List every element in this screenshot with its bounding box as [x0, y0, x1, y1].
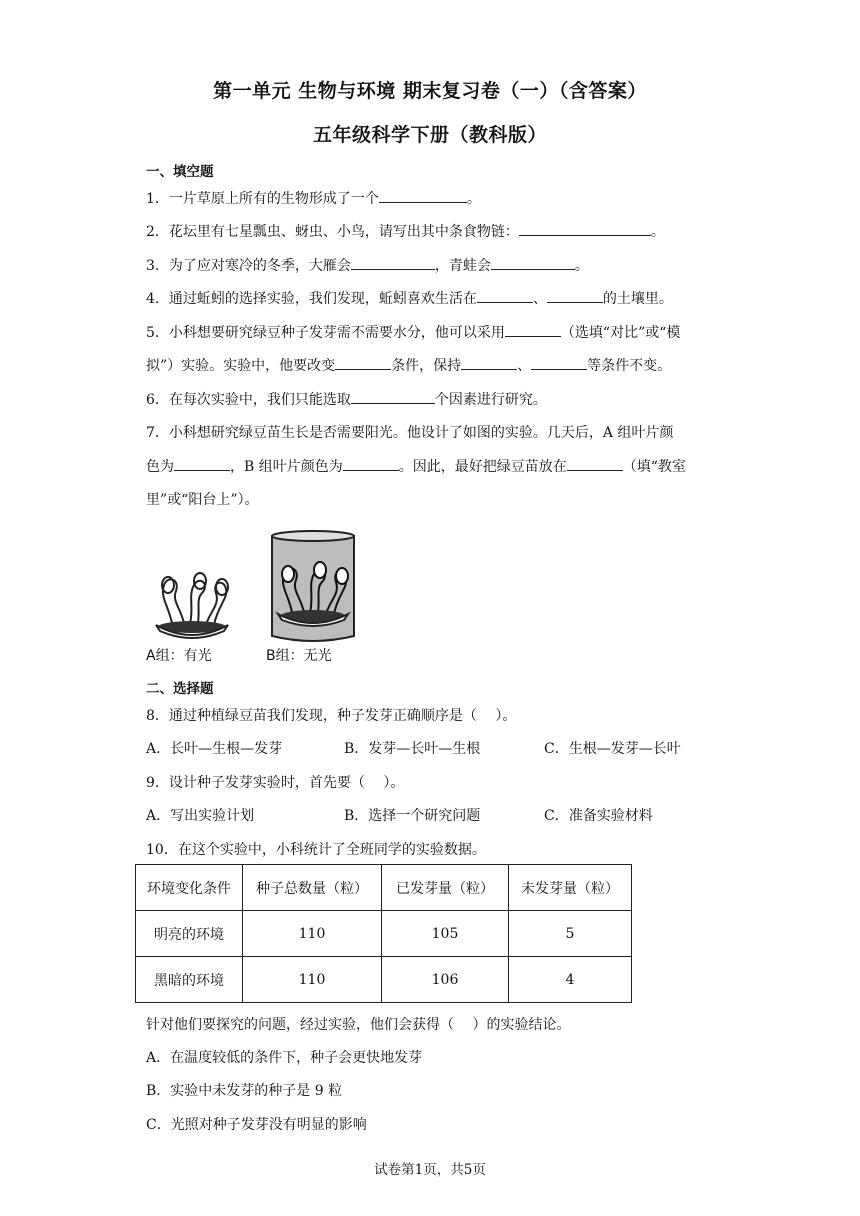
question-10: 10．在这个实验中，小科统计了全班同学的实验数据。: [146, 842, 486, 858]
section-heading-fill-blank: 一、填空题: [146, 164, 214, 180]
table-header-cell: 种子总数量（粒）: [243, 865, 382, 911]
q8-option-c[interactable]: C．生根—发芽—长叶: [544, 741, 681, 757]
question-8: 8．通过种植绿豆苗我们发现，种子发芽正确顺序是（ ）。: [146, 708, 517, 724]
question-9: 9．设计种子发芽实验时，首先要（ ）。: [146, 775, 405, 791]
table-header-cell: 环境变化条件: [136, 865, 243, 911]
question-5-line2: 拟”）实验。实验中，他要改变 条件，保持 、 等条件不变。: [146, 355, 671, 375]
q8-option-a[interactable]: A．长叶—生根—发芽: [146, 741, 283, 757]
table-cell: 105: [382, 911, 509, 957]
question-5-line1: 5．小科想要研究绿豆种子发芽需不需要水分，他可以采用 （选填“对比”或“模: [146, 322, 680, 342]
answer-blank[interactable]: [351, 255, 435, 270]
question-7-line2: 色为 ，B 组叶片颜色为 。因此，最好把绿豆苗放在 （填“教室: [146, 456, 686, 476]
page-title: 第一单元 生物与环境 期末复习卷（一）（含答案）: [213, 80, 647, 102]
table-header-cell: 未发芽量（粒）: [509, 865, 632, 911]
answer-blank[interactable]: [519, 221, 651, 236]
answer-blank[interactable]: [379, 188, 467, 203]
page-subtitle: 五年级科学下册（教科版）: [312, 124, 547, 146]
answer-blank[interactable]: [461, 355, 517, 370]
sprout-dish-dark-figure: [270, 528, 356, 646]
table-cell: 110: [243, 957, 382, 1003]
q9-option-b[interactable]: B．选择一个研究问题: [344, 808, 481, 824]
q9-option-a[interactable]: A．写出实验计划: [146, 808, 255, 824]
question-7-line1: 7．小科想研究绿豆苗生长是否需要阳光。他设计了如图的实验。几天后，A 组叶片颜: [146, 425, 674, 441]
answer-blank[interactable]: [547, 288, 603, 303]
table-cell: 106: [382, 957, 509, 1003]
figure-caption-b: B组：无光: [266, 648, 332, 664]
sprout-dish-light-figure: [150, 545, 234, 645]
table-row: [136, 911, 632, 957]
table-cell: 明亮的环境: [136, 911, 243, 957]
question-7-line3: 里”或“阳台上”）。: [146, 492, 259, 508]
table-cell: 黑暗的环境: [136, 957, 243, 1003]
q10-option-c[interactable]: C．光照对种子发芽没有明显的影响: [146, 1117, 367, 1133]
answer-blank[interactable]: [343, 456, 399, 471]
answer-blank[interactable]: [505, 322, 561, 337]
question-10-prompt: 针对他们要探究的问题，经过实验，他们会获得（ ）的实验结论。: [146, 1017, 571, 1033]
q9-option-c[interactable]: C．准备实验材料: [544, 808, 653, 824]
table-header-row: [136, 865, 632, 911]
question-1: 1．一片草原上所有的生物形成了一个 。: [146, 188, 481, 208]
figure-caption-a: A组：有光: [146, 648, 212, 664]
q8-option-b[interactable]: B．发芽—长叶—生根: [344, 741, 481, 757]
answer-blank[interactable]: [174, 456, 230, 471]
table-header-cell: 已发芽量（粒）: [382, 865, 509, 911]
answer-blank[interactable]: [477, 288, 533, 303]
germination-data-table: [135, 864, 632, 1003]
answer-blank[interactable]: [491, 255, 575, 270]
answer-blank[interactable]: [351, 389, 435, 404]
page-footer: 试卷第1页，共5页: [374, 1162, 486, 1178]
question-6: 6．在每次实验中，我们只能选取 个因素进行研究。: [146, 389, 547, 409]
q10-option-a[interactable]: A．在温度较低的条件下，种子会更快地发芽: [146, 1050, 423, 1066]
question-3: 3．为了应对寒冷的冬季，大雁会 ，青蛙会 。: [146, 255, 589, 275]
answer-blank[interactable]: [531, 355, 587, 370]
table-cell: 110: [243, 911, 382, 957]
table-cell: 4: [509, 957, 632, 1003]
table-cell: 5: [509, 911, 632, 957]
question-4: 4．通过蚯蚓的选择实验，我们发现，蚯蚓喜欢生活在 、 的土壤里。: [146, 288, 673, 308]
question-2: 2．花坛里有七星瓢虫、蚜虫、小鸟，请写出其中条食物链： 。: [146, 221, 665, 241]
answer-blank[interactable]: [335, 355, 391, 370]
q10-option-b[interactable]: B．实验中未发芽的种子是 9 粒: [146, 1083, 343, 1099]
section-heading-choice: 二、选择题: [146, 681, 214, 697]
answer-blank[interactable]: [567, 456, 623, 471]
table-row: [136, 957, 632, 1003]
